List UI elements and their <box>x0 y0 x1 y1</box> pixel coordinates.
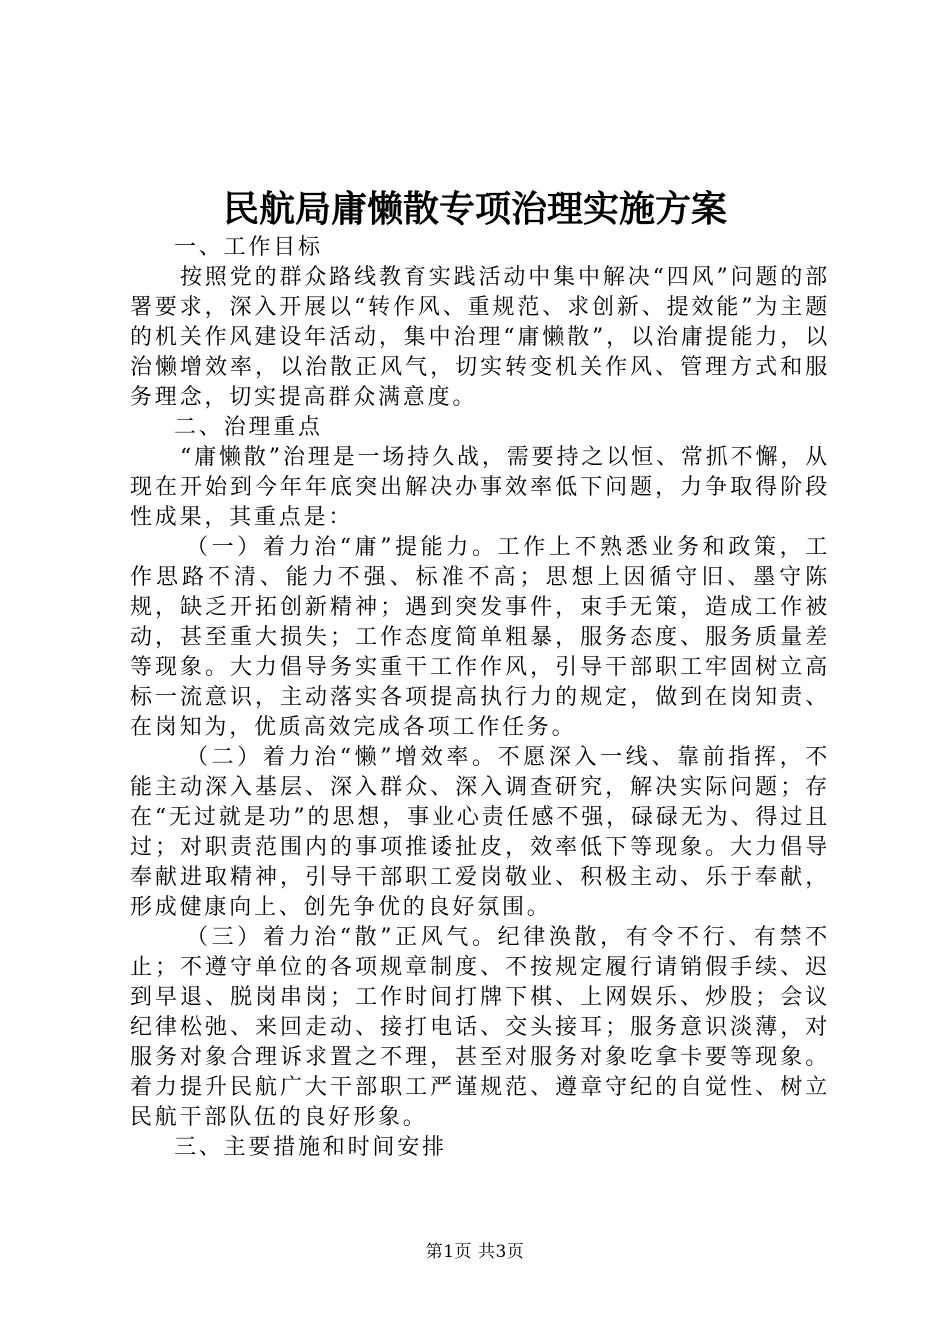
document-body <box>130 233 830 1163</box>
paragraph-goals: 按照党的群众路线教育实践活动中集中解决“四风”问题的部署要求，深入开展以“转作风、重规范、求创新、提效能”为主题的机关作风建设年活动，集中治理“庸懒散”，以治庸提能力，以治懒增效率，以治散正风气，切实转变机关作风、管理方式和服务理念，切实提高群众满意度。 <box>130 265 830 410</box>
section-heading-focus: 二、治理重点 <box>174 415 323 440</box>
paragraph-focus-intro: “庸懒散”治理是一场持久战，需要持之以恒、常抓不懈，从现在开始到今年年底突出解决办事效率低下问题，力争取得阶段性成果，其重点是： <box>130 445 830 530</box>
section-heading-measures: 三、主要措施和时间安排 <box>174 1135 447 1160</box>
page-footer: 第1页 共3页 <box>425 1242 525 1262</box>
paragraph-focus-mediocrity: （一）着力治“庸”提能力。工作上不熟悉业务和政策，工作思路不清、能力不强、标准不高；思想上因循守旧、墨守陈规，缺乏开拓创新精神；遇到突发事件，束手无策，造成工作被动，甚至重大损失；工作态度简单粗暴，服务态度、服务质量差等现象。大力倡导务实重干工作作风，引导干部职工牢固树立高标一流意识，主动落实各项提高执行力的规定，做到在岗知责、在岗知为，优质高效完成各项工作任务。 <box>130 535 830 740</box>
paragraph-focus-laxity: （三）着力治“散”正风气。纪律涣散，有令不行、有禁不止；不遵守单位的各项规章制度、不按规定履行请销假手续、迟到早退、脱岗串岗；工作时间打牌下棋、上网娱乐、炒股；会议纪律松弛、来回走动、接打电话、交头接耳；服务意识淡薄，对服务对象合理诉求置之不理，甚至对服务对象吃拿卡要等现象。着力提升民航广大干部职工严谨规范、遵章守纪的自觉性、树立民航干部队伍的良好形象。 <box>130 925 830 1130</box>
paragraph-focus-laziness: （二）着力治“懒”增效率。不愿深入一线、靠前指挥，不能主动深入基层、深入群众、深入调查研究，解决实际问题；存在“无过就是功”的思想，事业心责任感不强，碌碌无为、得过且过；对职责范围内的事项推诿扯皮，效率低下等现象。大力倡导奉献进取精神，引导干部职工爱岗敬业、积极主动、乐于奉献，形成健康向上、创先争优的良好氛围。 <box>130 745 830 920</box>
section-heading-goals: 一、工作目标 <box>174 235 323 260</box>
document-title: 民航局庸懒散专项治理实施方案 <box>222 188 727 230</box>
